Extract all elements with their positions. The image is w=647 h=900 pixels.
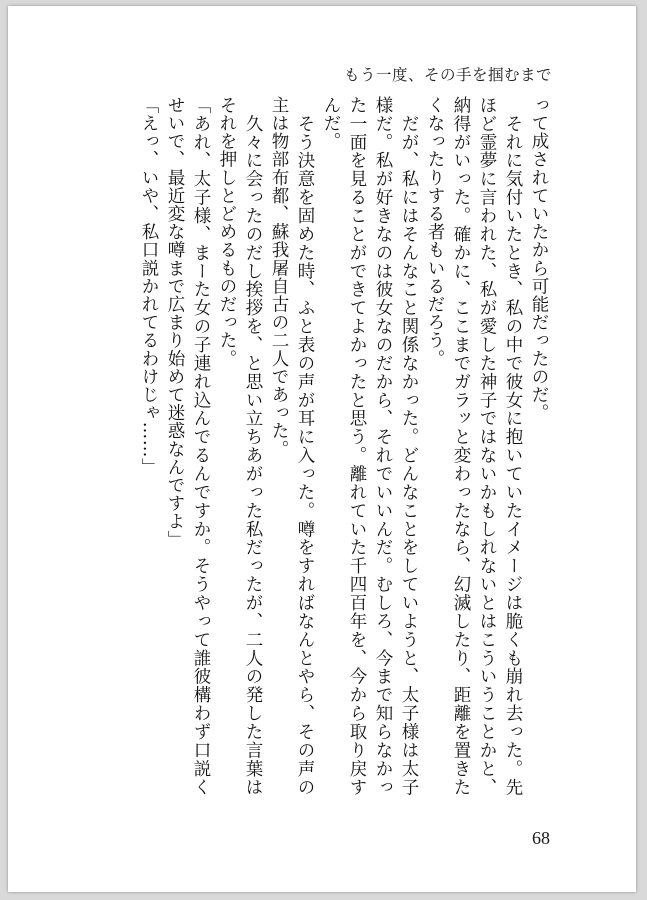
paragraph-2: それに気付いたとき、私の中で彼女に抱いていたイメージは脆くも崩れ去った。先ほど霊夢に言われた、私が愛した神子ではないかもしれないとはこういうことかと、納得がいった。確かに、ここまでガラッと変わったなら、幻滅したり、距離を置きたくなったりする者もいるだろう。 — [425, 96, 523, 796]
body-text — [82, 96, 552, 796]
page-number: 68 — [532, 828, 550, 848]
paragraph-7: 「えっ、いや、私口説かれてるわけじゃ……」 — [139, 96, 159, 477]
paragraph-4: そう決意を固めた時、ふと表の声が耳に入った。噂をすればなんとやら、その声の主は物部布都、蘇我屠自古の二人であった。 — [269, 96, 315, 796]
book-page — [8, 6, 636, 892]
paragraph-6: 「あれ、太子様、まーた女の子連れ込んでるんですか。そうやって誰彼構わず口説くせいで、最近変な噂まで広まり始めて迷惑なんですよ」 — [165, 96, 211, 796]
running-header: もう一度、その手を掴むまで — [343, 66, 552, 84]
paragraph-5: 久々に会ったのだし挨拶を、と思い立ちあがった私だったが、二人の発した言葉はそれを押しとどめるものだった。 — [217, 96, 263, 796]
paragraph-3: だが、私にはそんなこと関係なかった。どんなことをしていようと、太子様は太子様だ。私が好きなのは彼女なのだから、それでいいんだ。むしろ、今まで知らなかった一面を見ることができてよかったと思う。離れていた千四百年を、今から取り戻すんだ。 — [321, 96, 419, 796]
paragraph-1: って成されていたから可能だったのだ。 — [529, 96, 549, 422]
